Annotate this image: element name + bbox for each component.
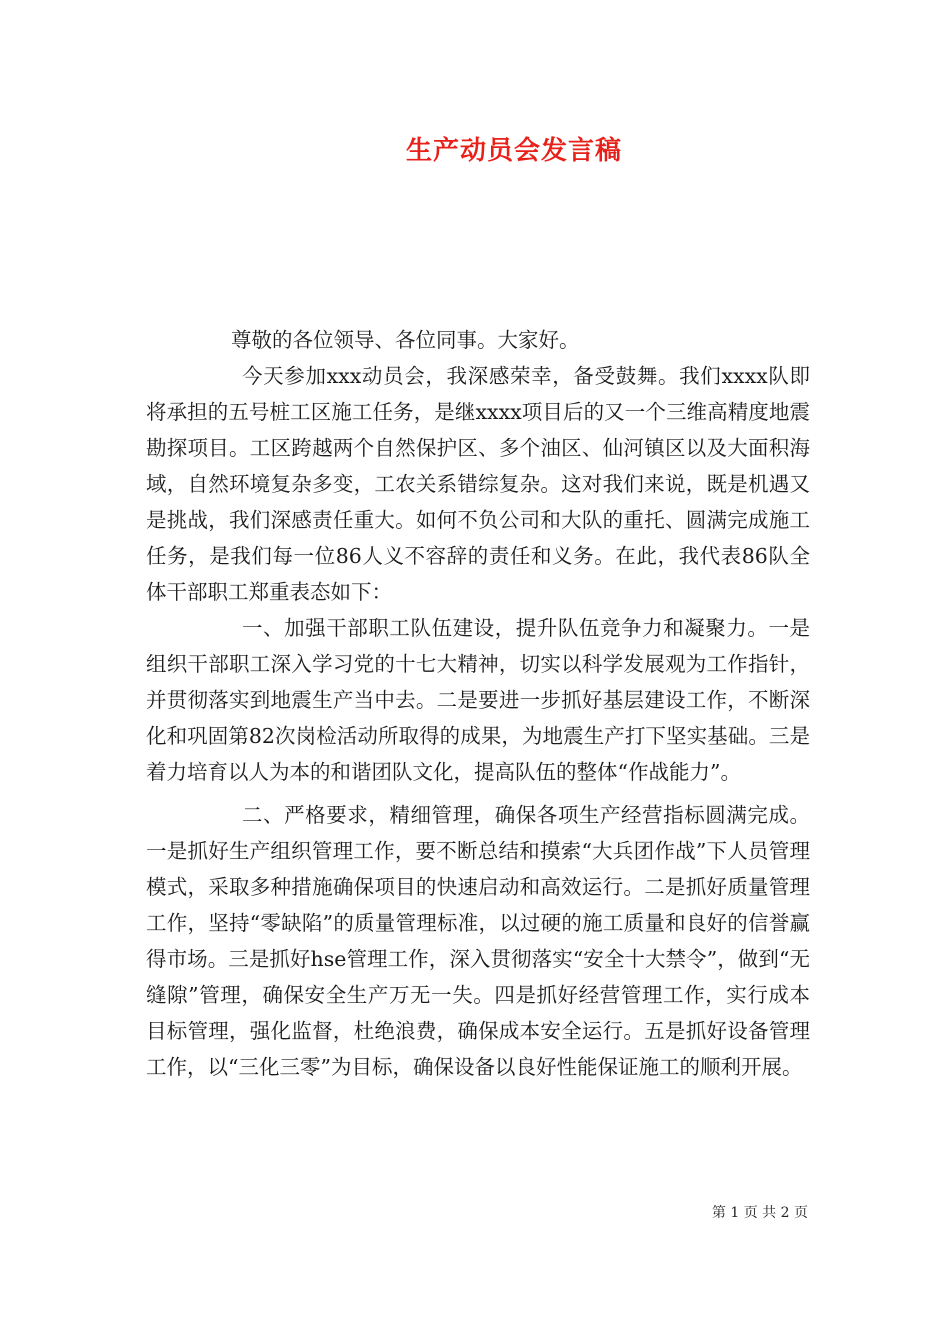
section-one-paragraph: 一、加强干部职工队伍建设，提升队伍竞争力和凝聚力。一是组织干部职工深入学习党的十七大精神，切实以科学发展观为工作指针，并贯彻落实到地震生产当中去。二是要进一步抓好基层建设工作，不断深化和巩固第82次岗检活动所取得的成果，为地震生产打下坚实基础。三是着力培育以人为本的和谐团队文化，提高队伍的整体“作战能力”。 xyxy=(146,616,810,784)
document-body xyxy=(146,322,810,1085)
page-number-footer: 第 1 页 共 2 页 xyxy=(711,1205,808,1221)
greeting-paragraph: 尊敬的各位领导、各位同事。大家好。 xyxy=(231,328,580,352)
section-two-paragraph: 二、严格要求，精细管理，确保各项生产经营指标圆满完成。一是抓好生产组织管理工作，要不断总结和摸索“大兵团作战”下人员管理模式，采取多种措施确保项目的快速启动和高效运行。二是抓好质量管理工作，坚持“零缺陷”的质量管理标准，以过硬的施工质量和良好的信誉赢得市场。三是抓好hse管理工作，深入贯彻落实“安全十大禁令”，做到“无缝隙”管理，确保安全生产万无一失。四是抓好经营管理工作，实行成本目标管理，强化监督，杜绝浪费，确保成本安全运行。五是抓好设备管理工作，以“三化三零”为目标，确保设备以良好性能保证施工的顺利开展。 xyxy=(146,803,810,1079)
document-title: 生产动员会发言稿 xyxy=(405,136,622,166)
intro-paragraph: 今天参加xxx动员会，我深感荣幸，备受鼓舞。我们xxxx队即将承担的五号桩工区施工任务，是继xxxx项目后的又一个三维高精度地震勘探项目。工区跨越两个自然保护区、多个油区、仙河镇区以及大面积海域，自然环境复杂多变，工农关系错综复杂。这对我们来说，既是机遇又是挑战，我们深感责任重大。如何不负公司和大队的重托、圆满完成施工任务，是我们每一位86人义不容辞的责任和义务。在此，我代表86队全体干部职工郑重表态如下： xyxy=(146,364,810,604)
